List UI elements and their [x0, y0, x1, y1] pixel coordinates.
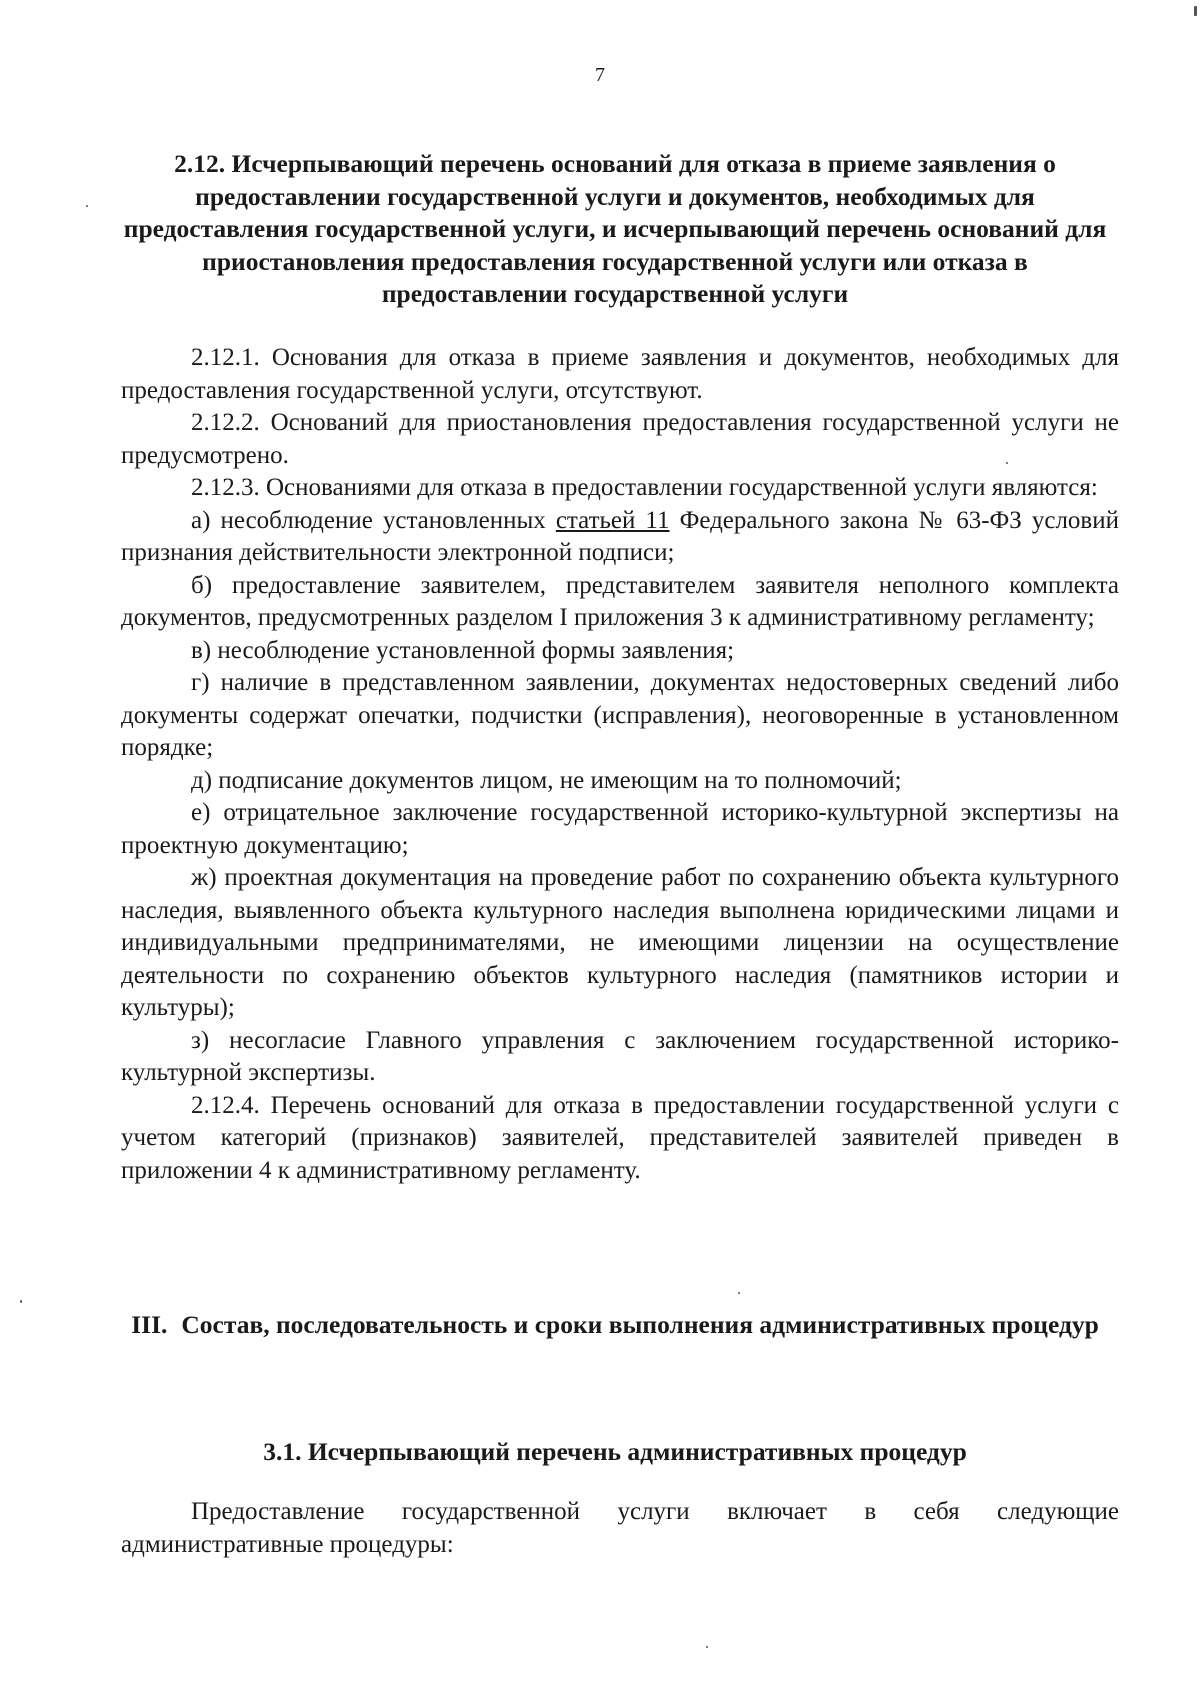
paragraph-2-12-1: 2.12.1. Основания для отказа в приеме заявления и документов, необходимых для предоставления государственной услуги, отсутствуют.: [121, 344, 1119, 404]
paragraph-2-12-4: 2.12.4. Перечень оснований для отказа в предоставлении государственной услуги с учетом категорий (признаков) заявителей, представителей заявителей приведен в приложении 4 к административному регламенту.: [121, 1091, 1119, 1184]
paragraph-3-1-intro: Предоставление государственной услуги включает в себя следующие административные процедуры:: [121, 1498, 1119, 1558]
list-item-a: [121, 505, 1119, 570]
list-item-e: е) отрицательное заключение государственной историко-культурной экспертизы на проектную документацию;: [121, 799, 1119, 859]
section-3-1-body: [121, 1496, 1119, 1561]
scan-speck: [1006, 462, 1008, 464]
list-item-a-text-end: Федерального закона № 63-ФЗ условий признания действительности электронной подписи;: [121, 506, 1119, 566]
list-item-a-text-start: а) несоблюдение установленных: [191, 506, 556, 534]
scan-speck: [20, 1300, 22, 1303]
page-number: 7: [595, 64, 605, 86]
list-item-zh: ж) проектная документация на проведение работ по сохранению объекта культурного наследия, выявленного объекта культурного наследия выполнена юридическими лицами и индивидуальными предпринимателями, не имеющими лицензии на осуществление деятельности по сохранению объектов культурного наследия (памятников истории и культуры);: [121, 864, 1119, 1021]
section-iii-title: Состав, последовательность и сроки выполнения административных процедур: [181, 1310, 1099, 1339]
article-11-link[interactable]: статьей 11: [555, 506, 670, 534]
section-iii-heading: [110, 1309, 1120, 1342]
scan-speck: [1194, 6, 1197, 16]
paragraph-2-12-3: 2.12.3. Основаниями для отказа в предоставлении государственной услуги являются:: [191, 474, 1098, 501]
section-2-12-body: [121, 342, 1119, 1187]
list-item-b: б) предоставление заявителем, представителем заявителя неполного комплекта документов, предусмотренных разделом I приложения 3 к административному регламенту;: [121, 571, 1119, 631]
section-iii-numeral: III.: [131, 1310, 168, 1339]
scan-speck: [86, 205, 88, 207]
list-item-d: д) подписание документов лицом, не имеющим на то полномочий;: [191, 766, 902, 794]
list-item-z: з) несогласие Главного управления с заключением государственной историко-культурной экспертизы.: [121, 1026, 1119, 1086]
section-3-1-heading: 3.1. Исчерпывающий перечень административных процедур: [263, 1437, 967, 1466]
list-item-g: г) наличие в представленном заявлении, документах недостоверных сведений либо документы содержат опечатки, подчистки (исправления), неоговоренные в установленном порядке;: [121, 669, 1119, 761]
section-2-12-heading: 2.12. Исчерпывающий перечень оснований для отказа в приеме заявления о предоставлении государственной услуги и документов, необходимых для предоставления государственной услуги, и исчерпывающий перечень оснований для приостановления предоставления государственной услуги или отказа в предоставлении государственной услуги: [123, 149, 1107, 308]
scan-speck: [738, 1292, 740, 1294]
list-item-v: в) несоблюдение установленной формы заявления;: [191, 636, 735, 664]
scan-speck: [706, 1646, 708, 1648]
paragraph-2-12-2: 2.12.2. Оснований для приостановления предоставления государственной услуги не предусмотрено.: [121, 409, 1119, 469]
